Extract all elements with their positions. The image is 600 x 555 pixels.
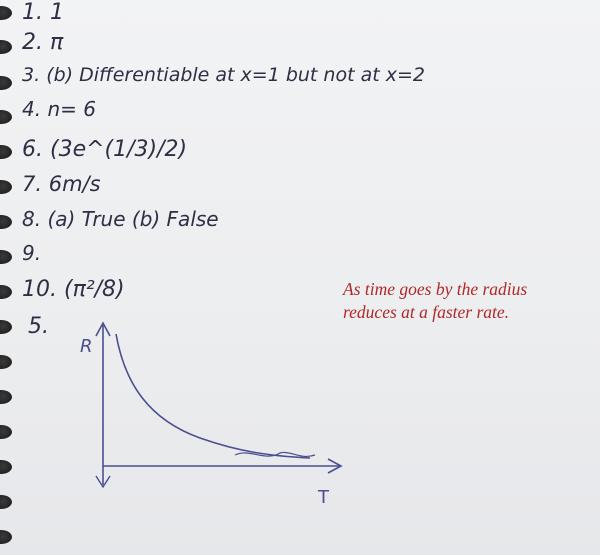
y-axis-label: R [80, 336, 93, 357]
answer-number: 9. [22, 241, 42, 265]
answer-number: 10. [22, 277, 57, 302]
answer-number: 8. [22, 207, 42, 231]
annotation-note [343, 278, 527, 324]
answer-number: 7. [22, 172, 43, 196]
note-line: As time goes by the radius [343, 279, 528, 299]
decay-curve [116, 334, 310, 458]
answer-text: (a) True (b) False [47, 207, 219, 231]
answer-number: 3. [22, 64, 41, 86]
answer-text: π [50, 30, 64, 55]
answer-number: 2. [22, 30, 43, 55]
answer-number: 6. [22, 137, 43, 162]
answer-number: 5. [28, 314, 49, 339]
answer-number: 4. [22, 97, 42, 121]
answer-number: 1. [22, 0, 43, 25]
answer-text: (3e^(1/3)/2) [50, 137, 188, 162]
x-axis-label: T [318, 487, 329, 508]
note-line: reduces at a faster rate. [343, 302, 510, 322]
answer-text: 1 [50, 0, 64, 25]
answer-text: (π²/8) [64, 277, 125, 302]
answer-text: (b) Differentiable at x=1 but not at x=2 [46, 64, 425, 86]
answer-text: 6m/s [48, 172, 101, 196]
answer-text: n= 6 [47, 97, 96, 121]
